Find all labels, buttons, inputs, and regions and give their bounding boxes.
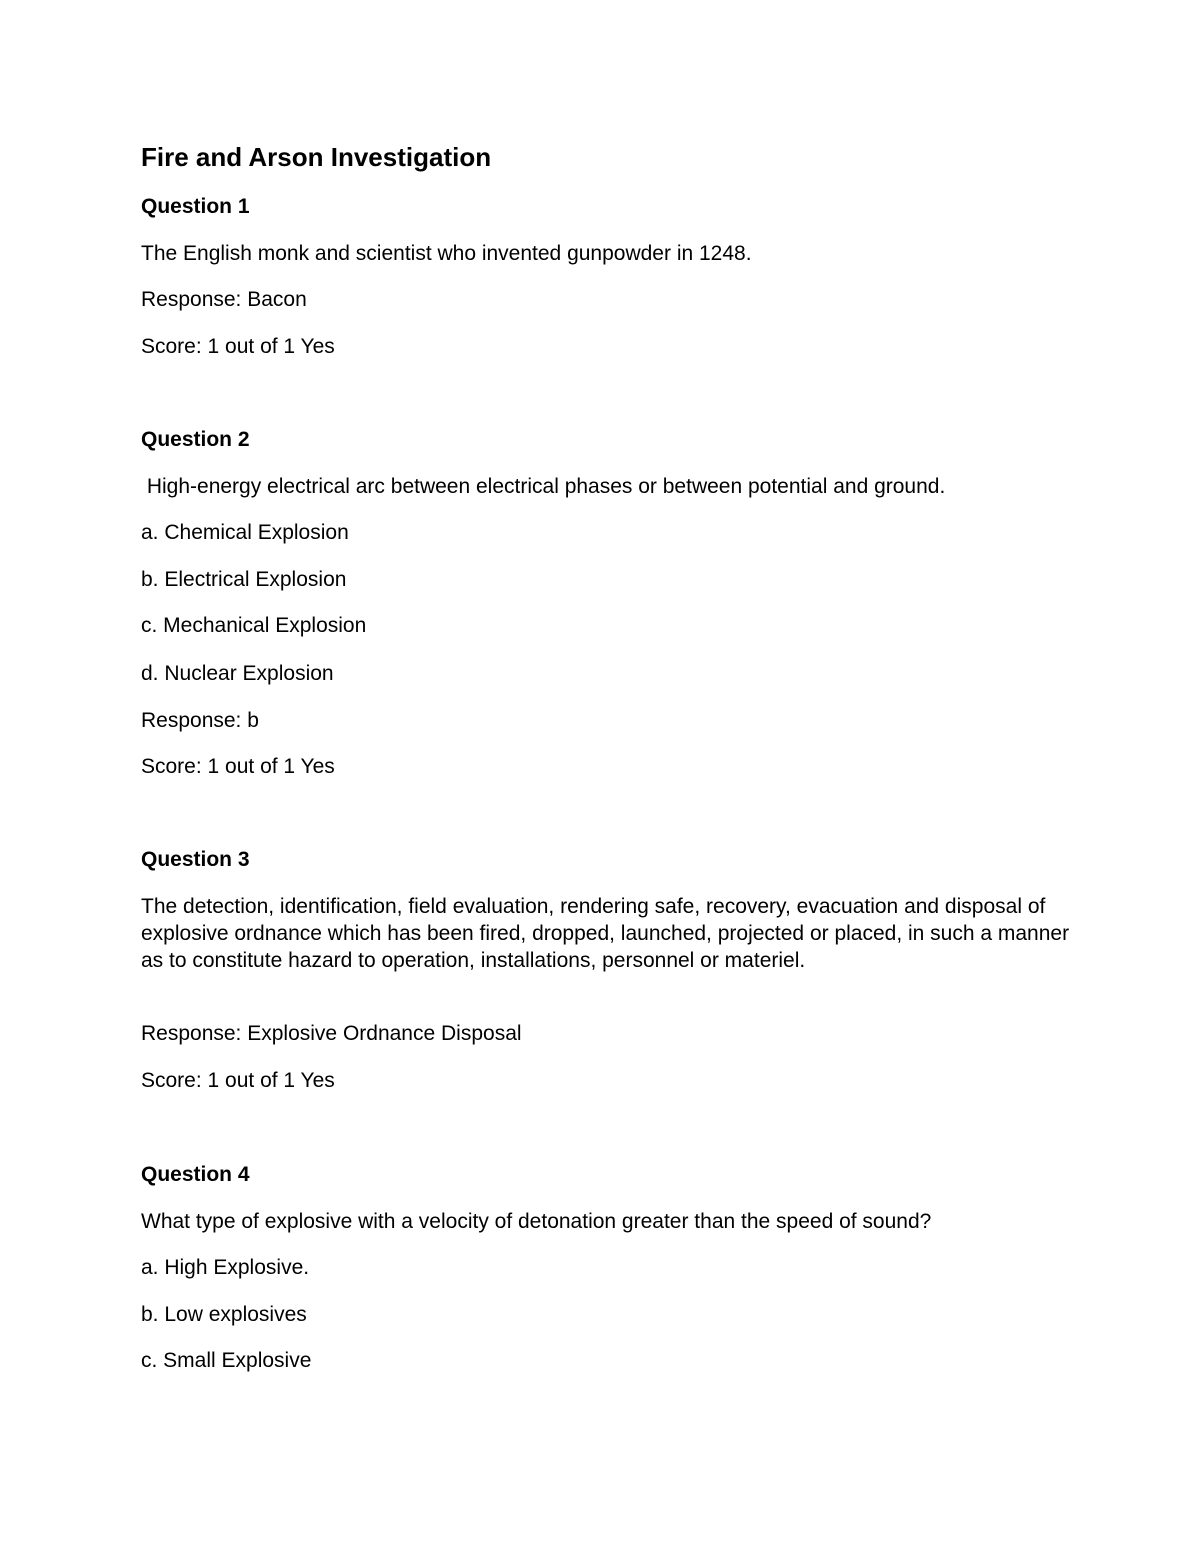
answer-option: b. Low explosives xyxy=(141,1303,307,1326)
answer-option: b. Electrical Explosion xyxy=(141,568,347,591)
question-heading: Question 4 xyxy=(141,1163,250,1186)
question-prompt: What type of explosive with a velocity of detonation greater than the speed of sound? xyxy=(141,1210,932,1233)
answer-option: a. High Explosive. xyxy=(141,1256,310,1279)
answer-option: d. Nuclear Explosion xyxy=(141,662,334,685)
question-heading: Question 2 xyxy=(141,428,250,451)
question-prompt: High-energy electrical arc between electrical phases or between potential and ground. xyxy=(141,475,946,498)
question-heading: Question 1 xyxy=(141,195,250,218)
question-score: Score: 1 out of 1 Yes xyxy=(141,335,335,358)
document-title: Fire and Arson Investigation xyxy=(141,142,492,172)
question-heading: Question 3 xyxy=(141,848,250,871)
question-prompt: The detection, identification, field evaluation, rendering safe, recovery, evacuation and disposal of explosive ordnance which has been fired, dropped, launched, projected or placed, in such a manner as to constitute hazard to operation, installations, personnel or materiel. xyxy=(141,895,1070,972)
question-response: Response: Bacon xyxy=(141,288,307,311)
question-score: Score: 1 out of 1 Yes xyxy=(141,755,335,778)
question-response: Response: b xyxy=(141,709,259,732)
answer-option: c. Small Explosive xyxy=(141,1349,312,1372)
question-prompt: The English monk and scientist who invented gunpowder in 1248. xyxy=(141,242,752,265)
question-score: Score: 1 out of 1 Yes xyxy=(141,1069,335,1092)
answer-option: c. Mechanical Explosion xyxy=(141,614,367,637)
question-response: Response: Explosive Ordnance Disposal xyxy=(141,1022,522,1045)
answer-option: a. Chemical Explosion xyxy=(141,521,349,544)
